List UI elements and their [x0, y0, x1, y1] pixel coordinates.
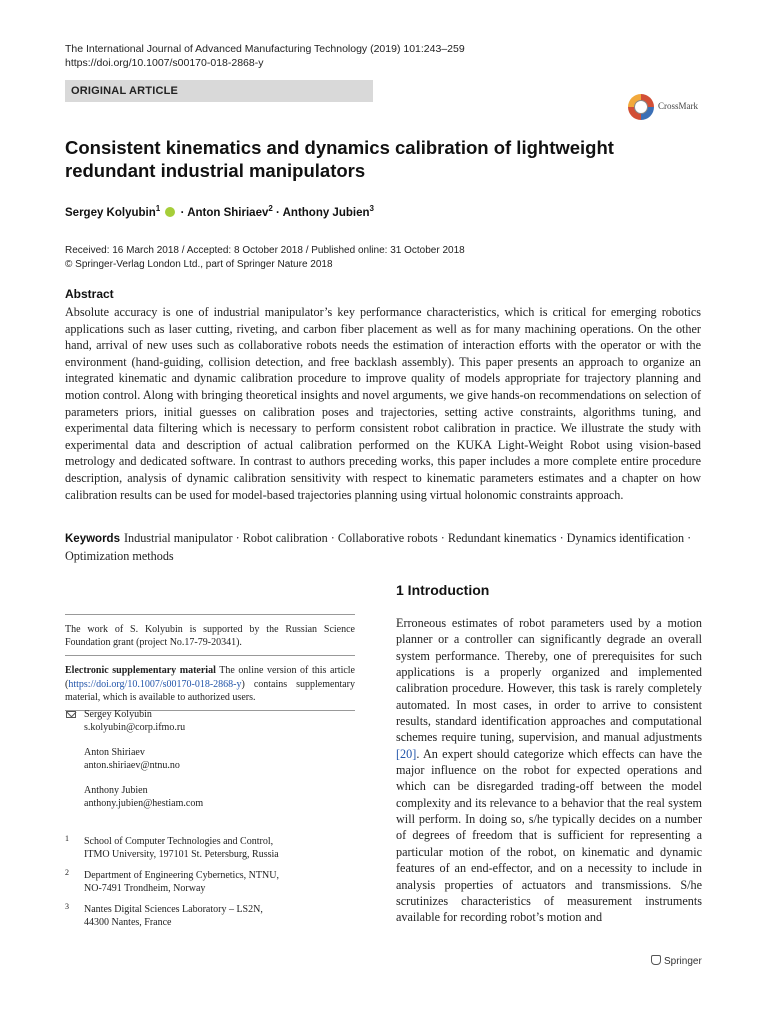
affiliation-number: 3	[65, 902, 69, 911]
article-title: Consistent kinematics and dynamics calibration of lightweight redundant industrial manipulators	[65, 137, 614, 181]
supplementary-note	[65, 656, 355, 710]
history-dates: Received: 16 March 2018 / Accepted: 8 October 2018 / Published online: 31 October 2018	[65, 245, 465, 256]
doi-link[interactable]: https://doi.org/10.1007/s00170-018-2868-y	[65, 57, 264, 69]
introduction-heading: 1 Introduction	[396, 582, 490, 598]
publication-dates	[65, 244, 465, 271]
contact-name: Sergey Kolyubin	[84, 709, 152, 720]
springer-horse-icon	[651, 955, 661, 965]
crossmark-label: CrossMark	[658, 101, 698, 111]
keywords-label: Keywords	[65, 533, 120, 545]
author-list: Sergey Kolyubin$^1$ · Anton Shiriaev$^2$ · Anthony Jubien$^3$	[65, 204, 374, 219]
contact-name: Anton Shiriaev	[84, 747, 145, 758]
author-affiliation-mark: 3	[369, 204, 374, 213]
contact-email[interactable]: anton.shiriaev@ntnu.no	[84, 760, 180, 771]
introduction-text	[396, 615, 702, 926]
abstract-text: Absolute accuracy is one of industrial manipulator’s key performance characteristics, which is critical for emerging robotics applications such as laser cutting, riveting, and carbon fiber placement as well as for many machining operations. On the other hand, arrival of new uses such as collaborative robots needs the estimation of interaction efforts with the operator or with the environment (hand-guiding, collision detection, and free backlash assembly). This paper presents an approach to organize an integrated kinematic and dynamic calibration procedure to improve quality of models appropriate for trajectory planning and motion control. Along with bringing theoretical insights and novel arguments, we give hands-on recommendations on selection of parameters priors, initial guesses on calibration poses and trajectories, setting active constraints, algorithms tuning, and experimental data filtering which is necessary to perform consistent robot calibration in practice. We illustrate the study with experimental data and description of actual calibration performed on the KUKA Light-Weight Robot using vision-based metrology and dedicated software. In contrast to authors preceding works, this paper includes a more complete entire procedure description, analysis of dynamic calibration sensitivity with respect to kinematic parameters estimates and a chapter on how calibration results can be used for model-based trajectories planning using virtual holonomic constraints approach.	[65, 305, 701, 502]
introduction-text-part: . An expert should categorize which effects can have the major influence on the robot for expected operations and which can be disregarded trading-off between the model complexity and its relevance to a behavior that the real system will perform. In doing so, s/he typically decides on a number of degrees of freedom that is sufficient for representing a particular motion of the robot, on kinematic and dynamic features of an end-effector, and on a necessity to include in analysis properties of actuators and transmissions. S/he scrutinizes characteristics of measurement instruments available for recording robot’s motion and	[396, 746, 702, 925]
citation-link[interactable]: [20]	[396, 746, 417, 761]
crossmark-icon-center	[634, 100, 648, 114]
contact-entry	[84, 708, 355, 734]
contact-name: Anthony Jubien	[84, 785, 148, 796]
author-affiliation-mark: 1	[155, 204, 161, 213]
contact-entry	[84, 784, 355, 810]
author-name[interactable]: Sergey Kolyubin	[65, 206, 156, 219]
crossmark-logo[interactable]	[628, 92, 708, 124]
funding-note: The work of S. Kolyubin is supported by the Russian Science Foundation grant (project No.17-79-20341).	[65, 624, 355, 649]
journal-header	[65, 42, 465, 70]
affiliation-entry	[65, 903, 355, 929]
publisher-name: Springer	[664, 956, 702, 967]
article-type-badge: ORIGINAL ARTICLE	[65, 80, 373, 102]
introduction-text-part: Erroneous estimates of robot parameters used by a motion planner or a controller can significantly degrade an overall system performance. Thereby, one of prerequisites for such applications is a properly organized and implemented calibration procedure. However, this task is rarely completely automated. In most cases, in order to arrive to consistent results, standard identification approaches and computational schemes require tuning, supervision, and manual adjustments	[396, 616, 702, 745]
affiliation-entry	[65, 869, 355, 895]
affiliation-entry	[65, 835, 355, 861]
contact-email[interactable]: anthony.jubien@hestiam.com	[84, 798, 204, 809]
keywords-list: Industrial manipulator · Robot calibration · Collaborative robots · Redundant kinematics · Dynamics identification · Optimization methods	[65, 531, 692, 563]
affiliation-line: Department of Engineering Cybernetics, NTNU,	[84, 870, 279, 881]
supplementary-text: The online version of this article (	[65, 665, 355, 690]
affiliation-line: School of Computer Technologies and Control,	[84, 836, 274, 847]
affiliation-line: ITMO University, 197101 St. Petersburg, Russia	[84, 849, 279, 860]
keywords	[65, 530, 701, 564]
contact-email[interactable]: s.kolyubin@corp.ifmo.ru	[84, 722, 186, 733]
author-affiliation-mark: 2	[268, 204, 273, 213]
corresponding-contacts	[65, 708, 355, 822]
author-name[interactable]: Anthony Jubien	[282, 206, 370, 219]
affiliation-number: 2	[65, 868, 69, 877]
affiliations	[65, 835, 355, 937]
supplementary-label: Electronic supplementary material	[65, 665, 216, 677]
orcid-icon[interactable]	[165, 207, 175, 217]
affiliation-line: NO-7491 Trondheim, Norway	[84, 883, 206, 894]
abstract-heading: Abstract	[65, 287, 114, 301]
affiliation-line: 44300 Nantes, France	[84, 917, 172, 928]
copyright-line: © Springer-Verlag London Ltd., part of Springer Nature 2018	[65, 258, 333, 270]
author-name[interactable]: Anton Shiriaev	[187, 206, 269, 219]
supplementary-link[interactable]: https://doi.org/10.1007/s00170-018-2868-y	[68, 678, 242, 690]
affiliation-number: 1	[65, 834, 69, 843]
contact-entry	[84, 746, 355, 772]
envelope-icon	[66, 711, 76, 718]
publisher-logo	[651, 955, 702, 967]
affiliation-line: Nantes Digital Sciences Laboratory – LS2N,	[84, 904, 263, 915]
footnotes	[65, 614, 355, 711]
journal-citation: The International Journal of Advanced Manufacturing Technology (2019) 101:243–259	[65, 43, 465, 55]
supplementary-text: ) contains supplementary material, which is available to authorized users.	[65, 678, 355, 703]
